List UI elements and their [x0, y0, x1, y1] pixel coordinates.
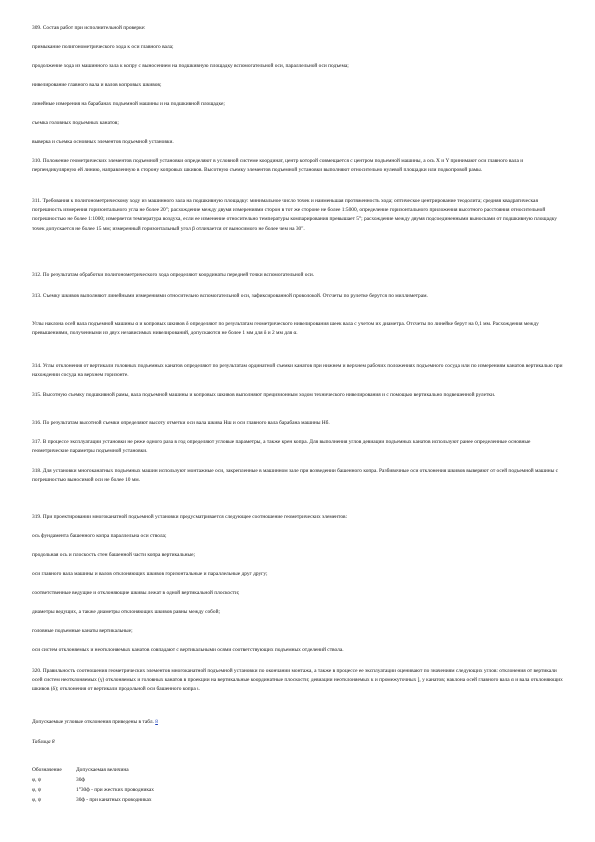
- paragraph-311: 311. Требования к полигонометрическому ходу из машинного зала на подшкивную площадку: минимальное число точек и наименьшая протяженность хода; оптическое центрирование теодолита; средняя квадратическая погрешность измерения горизонтального угла не более 20"; расхождение между двумя измерениями сторон в тот же стороне не более 1:5000, определение горизонтального приложения высотного расстояния относительной погрешностью не более 1:1000; измеряется температура воздуха, если ее изменение относительно температуры компарирования превышает 5°; расхождение между двумя подсоединенными выносками от подшкивную площадку точек допускается не более 15 мм; измеренный горизонтальный угол β отличается от выносимого не более чем на 30".: [32, 198, 557, 232]
- table-cell: φ, ψ: [32, 787, 42, 793]
- list-item: нивелирование главного вала и валов копровых шкивов;: [32, 82, 162, 88]
- list-item: примыкание полигонометрического хода к оси главного вала;: [32, 44, 174, 50]
- paragraph-314: 314. Углы отклонения от вертикали головных подъемных канатов определяют по результатам ординатной съемки канатов при нижнем и верхнем рабочих положениях подъемного сосуда или по измерениям канатов вертикалью при нахождении сосуда на верхнем горизонте.: [32, 363, 563, 379]
- table-reference-text: Допускаемые угловые отклонения приведены в табл.: [32, 719, 156, 725]
- paragraph-312: 312. По результатам обработки полигонометрического хода определяют координаты передней точки вспомогательной оси.: [32, 272, 315, 278]
- list-item: головные подъемные канаты вертикальные;: [32, 628, 133, 634]
- paragraph-313: 313. Съемку шкивов выполняют линейными измерениями относительно вспомогательной оси, зафиксированной проволокой. Отсчеты по рулетке берутся по миллиметрам.: [32, 293, 428, 299]
- table-row: [32, 786, 292, 796]
- list-item: диаметры ведущих, а также диаметры отклоняющих шкивов равны между собой;: [32, 609, 221, 615]
- paragraph-318: 318. Для установки многоканатных подъемных машин используют монтажные оси, закрепленные в машинном зале при возведении башенного копра. Разбивочные оси отклонения шкивов выверяют от осей подъемной машины с погрешностью выносимой оси не более 10 мм.: [32, 468, 559, 484]
- table-header-row: [32, 766, 292, 776]
- table-caption: Таблица 8: [32, 739, 55, 745]
- table-8-link[interactable]: 8: [155, 719, 158, 725]
- list-item: соответственные ведущие и отклоняющие шкивы лежат в одной вертикальной плоскости;: [32, 590, 240, 596]
- list-item: ось фундамента башенного копра параллельна оси ствола;: [32, 533, 167, 539]
- table-cell: φ, ψ: [32, 797, 42, 803]
- list-item: выверка и съемка основных элементов подъемной установки.: [32, 139, 174, 145]
- table-cell: 30ф - при канатных проводниках: [76, 797, 152, 803]
- table-reference-line: [32, 718, 567, 727]
- list-item: продолжение хода из машинного зала к копру с выносением на подшкивную площадку вспомогательной оси, параллельной оси подъема;: [32, 63, 349, 69]
- table-cell: 1°30ф - при жестких проводниках: [76, 787, 154, 793]
- paragraph-310: 310. Положение геометрических элементов подъемной установки определяют в условной системе координат, центр которой совмещается с центром подъемной машины, а ось X и Y принимают оси главного вала и перпендикулярную ей линию, направленную в сторону копровых шкивов. Высотную съемку элементов подъемной установки выполняют относительно нулевой площадки или подкопровой рамы.: [32, 158, 524, 174]
- paragraph-angles: Углы наклона осей вала подъемной машины α и копровых шкивов δ определяют по результатам геометрического нивелирования шеек вала с учетом их диаметра. Отсчеты по линейке берут на 0,1 мм. Расхождения между превышениями, полученными из двух независимых нивелирований, допускаются не более 1 мм для δ и 2 мм для α.: [32, 321, 539, 337]
- paragraph-315: 315. Высотную съемку подшкивной рамы, вала подъемной машины и копровых шкивов выполняют прецизионным ходом технического нивелирования и с помощью вертикально подвешенной рулетки.: [32, 392, 496, 398]
- table-row: [32, 776, 292, 786]
- paragraph-320: 320. Правильность соотношения геометрических элементов многоканатной подъемной установки по окончании монтажа, а также в процессе ее эксплуатации оценивают по значениям следующих углов: отклонения от вертикали осей систем неотклоняемых (γ) отклоняемых и головных канатов в проекции на вертикальные координатные плоскости; девиации неотклоняемых к и промежуточных ], у канатов; наклона осей главного вала α и вала отклоняющих шкивов (δ); отклонения от вертикали продольной оси башенного копра ι.: [32, 668, 563, 693]
- table-cell: 30ф: [76, 777, 85, 783]
- list-item: оси систем отклоняемых и неотклоняемых канатов совпадают с вертикальными осями соответствующих подъемных отделений ствола.: [32, 647, 344, 653]
- table-header-cell: Допускаемая величина: [76, 767, 129, 773]
- list-item: съемка головных подъемных канатов;: [32, 120, 119, 126]
- paragraph-319: 319. При проектировании многоканатной подъемной установки предусматривается следующее соотношение геометрических элементов:: [32, 514, 348, 520]
- paragraph-317: 317. В процессе эксплуатации установки не реже одного раза в год определяют угловые параметры, а также крен копра. Для выполнения углов девиации подъемных канатов используют ранее определенные основные геометрические параметры подъемной установки.: [32, 439, 531, 455]
- section-309-heading: 309. Состав работ при исполнительной проверке:: [32, 25, 146, 31]
- table-cell: φ, ψ: [32, 777, 42, 783]
- list-item: линейные измерения на барабанах подъемной машины и на подшкивной площадке;: [32, 101, 225, 107]
- list-item: продольная ось и плоскость стен башенной части копра вертикальные;: [32, 552, 196, 558]
- table-row: [32, 796, 292, 806]
- paragraph-316: 316. По результатам высотной съемки определяют высоту отметки оси вала шкива Нш и оси главного вала барабана машины Нб.: [32, 420, 330, 426]
- tolerance-table: [32, 766, 292, 806]
- table-header-cell: Обозначение: [32, 767, 62, 773]
- list-item: оси главного вала машины и валов отклоняющих шкивов горизонтальные и параллельные друг другу;: [32, 571, 268, 577]
